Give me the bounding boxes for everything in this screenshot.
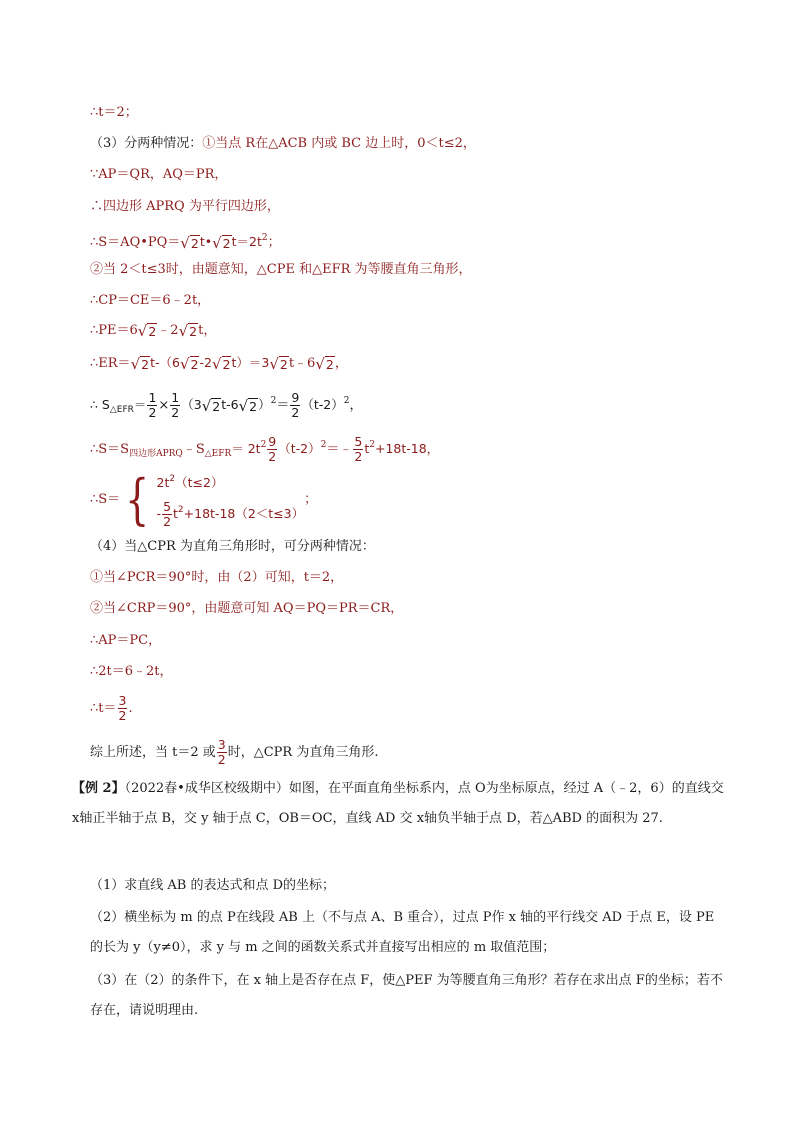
- solution-line-8: ∴PE＝6 √ 2 ﹣2 √ 2 t，: [90, 321, 217, 340]
- example-question-3: （3）在（2）的条件下，在 x 轴上是否存在点 F，使△PEF 为等腰直角三角形？若存在求出点 F的坐标；若不存在，请说明理由.: [90, 973, 723, 1018]
- fraction-three-halves: $\frac{3}{2}$: [217, 737, 226, 767]
- fraction-half: $\frac{1}{2}$: [148, 390, 157, 420]
- left-brace: {: [125, 467, 150, 531]
- fraction-nine-halves: $\frac{9}{2}$: [268, 434, 277, 464]
- solution-line-16: ∴AP＝PC，: [90, 633, 162, 648]
- solution-line-14: ①当∠PCR＝90°时，由（2）可知，t＝2，: [90, 570, 344, 585]
- solution-line-1: ∴t＝2；: [90, 105, 138, 120]
- fraction-five-halves: $\frac{5}{2}$: [163, 499, 172, 529]
- solution-line-13: （4）当△CPR 为直角三角形时，可分两种情况：: [90, 539, 375, 554]
- solution-line-2: （3）分两种情况：①当点 R在△ACB 内或 BC 边上时，0＜t≤2，: [90, 136, 476, 151]
- fraction-three-halves: $\frac{3}{2}$: [118, 693, 127, 723]
- fraction-five-halves: $\frac{5}{2}$: [354, 434, 363, 464]
- solution-line-15: ②当∠CRP＝90°，由题意可知 AQ＝PQ＝PR＝CR，: [90, 601, 404, 616]
- solution-conclusion: 综上所述，当 t＝2 或 $\frac{3}{2}$ 时，△CPR 为直角三角形.: [90, 737, 379, 767]
- example-source: （2022春•成华区校级期中）: [124, 781, 289, 796]
- solution-line-5: ∴S＝AQ•PQ＝ √ 2 t• √ 2 $t=2t^2$；: [90, 233, 281, 252]
- example-question-1: （1）求直线 AB 的表达式和点 D的坐标；: [90, 878, 336, 893]
- fraction-half: $\frac{1}{2}$: [171, 390, 180, 420]
- example-label: 【例 2】: [72, 781, 125, 796]
- solution-line-4: ∴四边形 APRQ 为平行四边形，: [90, 199, 280, 214]
- solution-line-10: ∴ $S_{\triangle EFR}=$ $\frac{1}{2}$ × $\frac{1}{2}$ （3 √ 2 t-6 √ 2 ）$^2$＝ $\frac{9}{2}$ $(t-2)^2$，: [90, 390, 363, 420]
- solution-line-9: ∴ER＝ √ 2 t-（6 √ 2 -2 √ 2 t）＝3 √ 2 t﹣6 √ 2 ，: [90, 354, 348, 373]
- fraction-nine-halves: $\frac{9}{2}$: [291, 390, 300, 420]
- example-2: [72, 774, 726, 834]
- solution-line-7: ∴CP＝CE＝6﹣2t，: [90, 293, 211, 308]
- example-question-2: （2）横坐标为 m 的点 P在线段 AB 上（不与点 A、B 重合），过点 P作 x 轴的平行线交 AD 于点 E，设 PE 的长为 y（y≠0），求 y 与 m 之间的函数关系式并直接写出相应的 m 取值范围；: [90, 910, 715, 955]
- solution-line-18: ∴t＝ $\frac{3}{2}$ .: [90, 693, 133, 723]
- solution-line-6: ②当 2＜t≤3时，由题意知，△CPE 和△EFR 为等腰直角三角形，: [90, 262, 472, 277]
- solution-line-17: ∴2t＝6﹣2t，: [90, 664, 173, 679]
- solution-line-3: ∵AP＝QR，AQ＝PR，: [90, 167, 228, 182]
- solution-line-12: ∴S＝ { $2t^2(t\le 2)$ - $\frac{5}{2}$ $t^2+18t-18(2<t\le 3)$ ；: [90, 467, 318, 531]
- solution-line-11: $\therefore S=S_{四边形APRQ}﹣S_{\triangle EFR}= 2t^2$ $\frac{9}{2}$ $(t-2)^2=﹣$ $\frac{5}{2}$ $t^2+18t-18$，: [90, 434, 440, 464]
- example-body: 如图，在平面直角坐标系内，点 O为坐标原点，经过 A（﹣2，6）的直线交 x轴正半轴于点 B，交 y 轴于点 C，OB＝OC，直线 AD 交 x轴负半轴于点 D，若△ABD 的面积为 27.: [72, 781, 724, 826]
- piecewise-cases: $2t^2(t\le 2)$ - $\frac{5}{2}$ $t^2+18t-18(2<t\le 3)$: [156, 474, 305, 529]
